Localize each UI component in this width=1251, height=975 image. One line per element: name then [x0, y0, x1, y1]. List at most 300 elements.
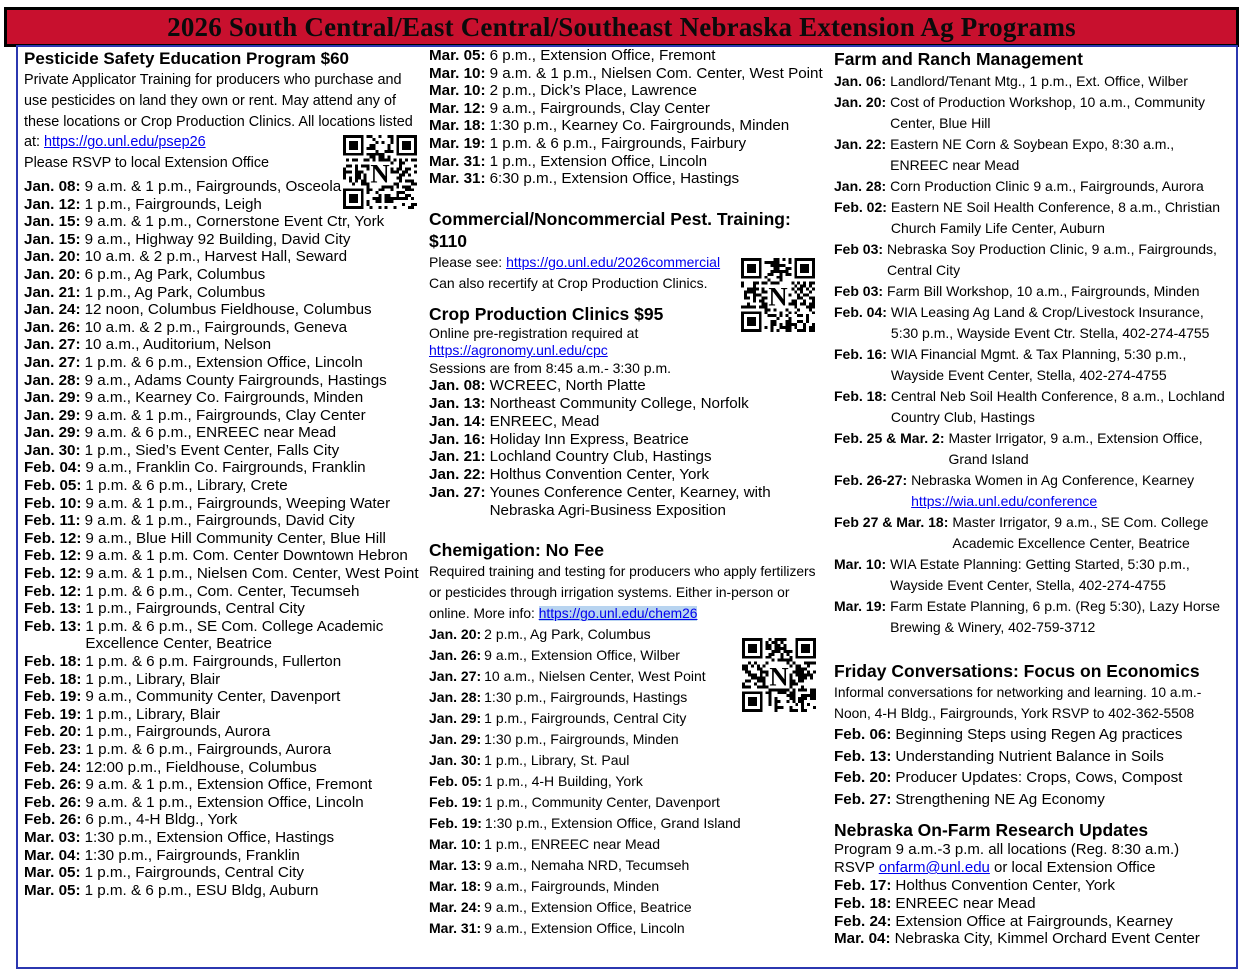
- list-item: [834, 176, 1232, 197]
- list-item: [24, 600, 419, 618]
- list-item: [24, 547, 419, 565]
- list-item: [429, 395, 824, 413]
- event-detail: Central Neb Soil Health Conference, 8 a.m., Lochland Country Club, Hastings: [890, 388, 1225, 425]
- chemigation-heading: Chemigation: No Fee: [429, 539, 605, 560]
- farm-heading: Farm and Ranch Management: [834, 49, 1083, 69]
- event-date: Feb. 12:: [24, 565, 82, 583]
- title-banner: [4, 7, 1239, 47]
- event-date: Feb. 04:: [24, 459, 82, 477]
- list-item: [429, 834, 824, 855]
- event-date: Jan. 26:: [24, 318, 81, 336]
- list-item: [834, 596, 1232, 638]
- farm-section: [834, 47, 1232, 638]
- event-date: Feb. 18:: [24, 670, 82, 688]
- onfarm-section: [834, 819, 1232, 948]
- event-detail: Farm Bill Workshop, 10 a.m., Fairgrounds, Minden: [887, 283, 1200, 299]
- event-detail: 1 p.m., Library, Blair: [85, 670, 221, 688]
- onfarm-rsvp: RSVP: [834, 859, 875, 876]
- list-item: [429, 897, 824, 918]
- event-detail: 1 p.m., Ag Park, Columbus: [84, 283, 266, 301]
- svg-text:N: N: [370, 158, 390, 189]
- event-detail: Corn Production Clinic 9 a.m., Fairgrounds, Aurora: [890, 178, 1204, 194]
- list-item: [24, 583, 419, 601]
- list-item: [24, 512, 419, 530]
- chemigation-desc: [429, 561, 824, 624]
- event-detail: 10 a.m. & 2 p.m., Fairgrounds, Geneva: [84, 318, 348, 336]
- pesticide-heading: Pesticide Safety Education Program $60: [24, 49, 350, 68]
- column-2: [429, 47, 824, 939]
- list-item: [834, 724, 1232, 746]
- event-date: Mar. 03:: [24, 828, 81, 846]
- list-item: [429, 413, 824, 431]
- pesticide-list-continued: [429, 47, 824, 188]
- list-item: [24, 336, 419, 354]
- event-detail: Farm Estate Planning, 6 p.m. (Reg 5:30), Lazy Horse Brewing & Winery, 402-759-3712: [890, 598, 1221, 635]
- onfarm-program: Program 9 a.m.-3 p.m. all locations (Reg. 8:30 a.m.): [834, 841, 1180, 858]
- event-date: Jan. 22:: [834, 136, 887, 152]
- list-item: [834, 281, 1232, 302]
- event-detail: 1 p.m. & 6 p.m., Library, Crete: [85, 477, 288, 495]
- event-date: Mar. 05:: [24, 864, 81, 882]
- list-item: [24, 688, 419, 706]
- list-item: [24, 354, 419, 372]
- event-detail: 9 a.m., Extension Office, Beatrice: [484, 898, 692, 915]
- list-item: [24, 653, 419, 671]
- pesticide-list: [24, 178, 419, 899]
- event-date: Jan. 14:: [429, 412, 486, 430]
- list-item: [24, 759, 419, 777]
- event-detail: 9 a.m., Extension Office, Wilber: [484, 646, 680, 663]
- event-detail: 1:30 p.m., Extension Office, Grand Island: [484, 814, 741, 831]
- list-item: [834, 239, 1232, 281]
- event-detail: Holiday Inn Express, Beatrice: [489, 430, 689, 448]
- event-detail: 9 a.m., Fairgrounds, Clay Center: [489, 99, 710, 117]
- event-date: Mar. 13:: [429, 856, 482, 873]
- list-item: [834, 134, 1232, 176]
- event-detail: Eastern NE Soil Health Conference, 8 a.m., Christian Church Family Life Center, Auburn: [890, 199, 1221, 236]
- event-detail: 1 p.m. & 6 p.m., ESU Bldg, Auburn: [84, 881, 319, 899]
- list-item: [24, 248, 419, 266]
- svg-text:N: N: [769, 660, 789, 691]
- list-item: [834, 92, 1232, 134]
- event-detail: 1 p.m., 4-H Building, York: [484, 772, 643, 789]
- event-detail: Nebraska City, Kimmel Orchard Event Center: [894, 930, 1200, 948]
- onfarm-heading: Nebraska On-Farm Research Updates: [834, 820, 1149, 840]
- event-detail: 9 a.m. & 1 p.m., Extension Office, Fremont: [85, 776, 373, 794]
- event-detail: 9 a.m. & 1 p.m., Fairgrounds, Clay Center: [84, 406, 366, 424]
- event-detail: 1 p.m., Fairgrounds, Central City: [484, 709, 687, 726]
- event-detail: WIA Financial Mgmt. & Tax Planning, 5:30 p.m., Wayside Event Center, Stella, 402-274-4755: [890, 346, 1187, 383]
- list-item: [24, 266, 419, 284]
- event-detail: 1 p.m. & 6 p.m., Fairgrounds, Aurora: [85, 740, 332, 758]
- event-detail: 1 p.m., Fairgrounds, Leigh: [84, 195, 262, 213]
- psep-link[interactable]: https://go.unl.edu/psep26: [44, 134, 206, 151]
- list-item: [429, 431, 824, 449]
- list-item: [429, 729, 824, 750]
- event-detail: Nebraska Soy Production Clinic, 9 a.m., Fairgrounds, Central City: [887, 241, 1217, 278]
- event-detail: 9 a.m., Blue Hill Community Center, Blue Hill: [85, 529, 386, 547]
- list-item: [429, 855, 824, 876]
- event-detail: 1:30 p.m., Fairgrounds, Minden: [484, 730, 679, 747]
- event-date: Mar. 05:: [429, 47, 486, 64]
- qr-code-icon[interactable]: [741, 638, 817, 712]
- list-item: [429, 484, 824, 520]
- onfarm-desc: [834, 841, 1232, 877]
- list-item: [24, 741, 419, 759]
- list-item: [24, 407, 419, 425]
- wia-conference-link[interactable]: https://wia.unl.edu/conference: [911, 493, 1098, 509]
- event-date: Jan. 27:: [24, 336, 81, 354]
- event-detail: WCREEC, North Platte: [489, 377, 646, 395]
- event-date: Jan. 28:: [429, 688, 482, 705]
- event-detail: 9 a.m. & 1 p.m., Extension Office, Lincoln: [85, 793, 364, 811]
- event-date: Feb. 19:: [429, 793, 482, 810]
- list-item: [834, 71, 1232, 92]
- event-date: Jan. 27:: [24, 353, 81, 371]
- column-1: [24, 47, 419, 899]
- event-detail: 12:00 p.m., Fieldhouse, Columbus: [85, 758, 317, 776]
- event-detail: 6:30 p.m., Extension Office, Hastings: [489, 170, 740, 188]
- event-detail: 1 p.m., Fairgrounds, Central City: [84, 864, 305, 882]
- event-date: Feb. 26:: [24, 811, 82, 829]
- event-date: Feb 27 & Mar. 18:: [834, 514, 949, 530]
- event-date: Feb. 12:: [24, 529, 82, 547]
- event-date: Jan. 30:: [429, 751, 482, 768]
- event-date: Feb. 13:: [24, 600, 82, 618]
- event-detail: 1:30 p.m., Extension Office, Hastings: [84, 828, 335, 846]
- event-date: Feb. 27:: [834, 790, 892, 808]
- event-detail: 6 p.m., Ag Park, Columbus: [84, 265, 266, 283]
- event-date: Feb. 26-27:: [834, 472, 908, 488]
- event-date: Feb. 06:: [834, 726, 892, 743]
- event-detail: 1 p.m., Library, Blair: [85, 705, 221, 723]
- event-date: Jan. 24:: [24, 301, 81, 319]
- list-item: [429, 448, 824, 466]
- event-date: Jan. 29:: [429, 709, 482, 726]
- list-item: [429, 135, 824, 153]
- event-detail: 9 a.m., Kearney Co. Fairgrounds, Minden: [84, 389, 364, 407]
- event-date: Mar. 31:: [429, 152, 486, 170]
- event-date: Feb. 13:: [24, 617, 82, 635]
- event-detail: 9 a.m., Community Center, Davenport: [85, 688, 341, 706]
- event-date: Feb. 05:: [429, 772, 482, 789]
- list-item: [429, 918, 824, 939]
- list-item: [24, 565, 419, 583]
- onfarm-rsvp-tail: or local Extension Office: [994, 859, 1156, 876]
- event-detail: 10 a.m. & 2 p.m., Harvest Hall, Seward: [84, 248, 348, 266]
- event-detail: 1 p.m., Sied’s Event Center, Falls City: [84, 441, 340, 459]
- list-item: [24, 459, 419, 477]
- list-item: [24, 301, 419, 319]
- event-date: Mar. 31:: [429, 170, 486, 188]
- event-detail: 9 a.m., Adams County Fairgrounds, Hastings: [84, 371, 387, 389]
- event-date: Mar. 19:: [429, 134, 486, 152]
- event-date: Jan. 22:: [429, 466, 486, 484]
- event-detail: Northeast Community College, Norfolk: [489, 395, 749, 413]
- event-date: Mar. 19:: [834, 598, 887, 614]
- event-detail: 1 p.m., Fairgrounds, Aurora: [85, 723, 271, 741]
- event-detail: 1 p.m. & 6 p.m. Fairgrounds, Fullerton: [85, 653, 342, 671]
- pesticide-desc-text: Private Applicator Training for producers who purchase and use pesticides on land they own or rent. May attend any of these locations or Crop Production Clinics. All locations listed at:: [24, 72, 413, 151]
- event-date: Jan. 29:: [24, 406, 81, 424]
- list-item: [429, 100, 824, 118]
- event-date: Jan. 15:: [24, 230, 81, 248]
- event-detail: 9 a.m., Fairgrounds, Minden: [484, 877, 660, 894]
- event-date: Feb. 20:: [834, 769, 892, 786]
- list-item: [429, 792, 824, 813]
- event-detail: Holthus Convention Center, York: [489, 466, 710, 484]
- event-detail: 1:30 p.m., Fairgrounds, Franklin: [84, 846, 300, 864]
- list-item: [834, 554, 1232, 596]
- list-item: [24, 864, 419, 882]
- event-date: Jan. 20:: [24, 248, 81, 266]
- event-detail: 9 a.m. & 1 p.m., Fairgrounds, Weeping Water: [85, 494, 391, 512]
- list-item: [834, 470, 1232, 512]
- list-item: [834, 746, 1232, 768]
- crop-link[interactable]: https://agronomy.unl.edu/cpc: [429, 342, 608, 359]
- event-detail: 1:30 p.m., Fairgrounds, Hastings: [484, 688, 688, 705]
- event-detail: ENREEC near Mead: [895, 894, 1036, 912]
- commercial-heading: Commercial/Noncommercial Pest. Training: $110: [429, 208, 791, 251]
- friday-desc: Informal conversations for networking and learning. 10 a.m.- Noon, 4-H Bldg., Fairgrounds, York RSVP to 402-362-5508: [834, 685, 1202, 721]
- event-date: Mar. 24:: [429, 898, 482, 915]
- event-date: Feb. 05:: [24, 477, 82, 495]
- event-detail: WIA Estate Planning: Getting Started, 5:30 p.m., Wayside Event Center, Stella, 402-274-4755: [890, 556, 1190, 593]
- list-item: [24, 372, 419, 390]
- friday-section: [834, 660, 1232, 810]
- event-detail: 2 p.m., Ag Park, Columbus: [484, 625, 651, 642]
- list-item: [429, 170, 824, 188]
- event-date: Mar. 31:: [429, 919, 482, 936]
- list-item: [834, 344, 1232, 386]
- event-detail: Producer Updates: Crops, Cows, Compost: [895, 769, 1183, 786]
- list-item: [834, 767, 1232, 789]
- list-item: [834, 512, 1232, 554]
- pesticide-section: [24, 47, 419, 899]
- event-detail: Strengthening NE Ag Economy: [895, 790, 1105, 808]
- event-detail: 9 a.m. & 6 p.m., ENREEC near Mead: [84, 424, 337, 442]
- event-detail: Landlord/Tenant Mtg., 1 p.m., Ext. Office, Wilber: [890, 73, 1188, 89]
- event-date: Feb. 02:: [834, 199, 887, 215]
- event-date: Feb 03:: [834, 283, 884, 299]
- event-detail: 1 p.m. & 6 p.m., Extension Office, Lincoln: [84, 353, 363, 371]
- list-item: [24, 882, 419, 900]
- event-detail: 9 a.m., Extension Office, Lincoln: [484, 919, 685, 936]
- event-date: Jan. 28:: [24, 371, 81, 389]
- event-date: Feb. 12:: [24, 547, 82, 565]
- event-detail: Beginning Steps using Regen Ag practices: [895, 726, 1183, 743]
- event-date: Jan. 08:: [429, 377, 486, 395]
- event-date: Jan. 20:: [834, 94, 887, 110]
- event-date: Jan. 16:: [429, 430, 486, 448]
- list-item: [429, 876, 824, 897]
- list-item: [429, 82, 824, 100]
- list-item: [429, 813, 824, 834]
- event-date: Jan. 29:: [24, 424, 81, 442]
- event-detail: Nebraska Women in Ag Conference, Kearney https://wia.unl.edu/conference: [911, 472, 1195, 509]
- list-item: [24, 618, 419, 653]
- event-detail: 9 a.m. & 1 p.m., Nielsen Com. Center, West Point: [489, 64, 823, 82]
- crop-section: [429, 304, 824, 520]
- list-item: [834, 428, 1232, 470]
- event-date: Feb. 10:: [24, 494, 82, 512]
- event-date: Feb. 19:: [429, 814, 482, 831]
- chemigation-section: [429, 540, 824, 939]
- list-item: [24, 723, 419, 741]
- list-item: [429, 466, 824, 484]
- list-item: [834, 930, 1232, 948]
- crop-desc: [429, 325, 824, 378]
- event-date: Feb. 23:: [24, 740, 82, 758]
- event-date: Feb. 19:: [24, 688, 82, 706]
- onfarm-list: [834, 877, 1232, 948]
- event-date: Mar. 10:: [834, 556, 887, 572]
- event-date: Mar. 12:: [429, 99, 486, 117]
- onfarm-email-link[interactable]: onfarm@unl.edu: [878, 859, 990, 876]
- friday-heading: Friday Conversations: Focus on Economics: [834, 661, 1200, 681]
- event-date: Feb 03:: [834, 241, 884, 257]
- event-detail: 12 noon, Columbus Fieldhouse, Columbus: [84, 301, 372, 319]
- list-item: [429, 65, 824, 83]
- column-3: [834, 47, 1232, 948]
- friday-list: [834, 724, 1232, 810]
- event-date: Jan. 26:: [429, 646, 482, 663]
- event-date: Mar. 10:: [429, 64, 486, 82]
- event-date: Feb. 18:: [834, 388, 887, 404]
- event-date: Jan. 13:: [429, 395, 486, 413]
- event-detail: 10 a.m., Nielsen Center, West Point: [484, 667, 706, 684]
- event-date: Jan. 21:: [24, 283, 81, 301]
- list-item: [24, 424, 419, 442]
- event-date: Feb. 24:: [24, 758, 82, 776]
- event-detail: 1:30 p.m., Kearney Co. Fairgrounds, Minden: [489, 117, 790, 135]
- event-date: Feb. 26:: [24, 776, 82, 794]
- event-detail: 1 p.m. & 6 p.m., Fairgrounds, Fairbury: [489, 134, 747, 152]
- farm-list: [834, 71, 1232, 638]
- event-date: Mar. 18:: [429, 117, 486, 135]
- list-item: [24, 319, 419, 337]
- list-item: [24, 442, 419, 460]
- event-detail: Younes Conference Center, Kearney, with Nebraska Agri-Business Exposition: [489, 484, 771, 519]
- svg-text:N: N: [768, 281, 788, 312]
- event-detail: 1 p.m., Fairgrounds, Central City: [85, 600, 305, 618]
- event-date: Feb. 17:: [834, 877, 892, 894]
- event-detail: Holthus Convention Center, York: [895, 877, 1115, 894]
- crop-sessions: Sessions are from 8:45 a.m.- 3:30 p.m.: [429, 359, 671, 376]
- event-date: Mar. 18:: [429, 877, 482, 894]
- list-item: [24, 231, 419, 249]
- list-item: [24, 811, 419, 829]
- list-item: [429, 47, 824, 65]
- event-date: Jan. 27:: [429, 484, 486, 502]
- event-detail: Lochland Country Club, Hastings: [489, 448, 712, 466]
- list-item: [834, 895, 1232, 913]
- event-detail: Extension Office at Fairgrounds, Kearney: [895, 912, 1173, 930]
- list-item: [834, 789, 1232, 811]
- event-detail: 1 p.m., ENREEC near Mead: [484, 835, 660, 852]
- commercial-text: Can also recertify at Crop Production Clinics.: [429, 274, 708, 291]
- event-date: Jan. 27:: [429, 667, 482, 684]
- list-item: [24, 671, 419, 689]
- list-item: [429, 771, 824, 792]
- event-detail: 6 p.m., 4-H Bldg., York: [85, 811, 238, 829]
- event-date: Jan. 29:: [429, 730, 482, 747]
- list-item: [834, 913, 1232, 931]
- list-item: [24, 495, 419, 513]
- event-date: Feb. 04:: [834, 304, 887, 320]
- event-detail: 9 a.m., Franklin Co. Fairgrounds, Franklin: [85, 459, 366, 477]
- commercial-link[interactable]: https://go.unl.edu/2026commercial: [506, 253, 721, 270]
- list-item: [24, 530, 419, 548]
- event-date: Mar. 04:: [834, 930, 891, 948]
- event-detail: Master Irrigator, 9 a.m., Extension Office, Grand Island: [948, 430, 1203, 467]
- qr-code-icon[interactable]: [342, 135, 418, 209]
- event-date: Feb. 19:: [24, 705, 82, 723]
- event-detail: 9 a.m. & 1 p.m., Cornerstone Event Ctr, York: [84, 213, 385, 231]
- chemigation-desc-text: Required training and testing for producers who apply fertilizers or pesticides through irrigation systems. Either in-person or online. More info:: [429, 563, 816, 621]
- list-item: [24, 776, 419, 794]
- event-date: Jan. 08:: [24, 177, 81, 195]
- event-date: Feb. 18:: [24, 653, 82, 671]
- event-detail: 9 a.m., Nemaha NRD, Tecumseh: [484, 856, 690, 873]
- crop-desc-text: Online pre-registration required at: [429, 324, 639, 341]
- event-date: Mar. 10:: [429, 82, 486, 100]
- event-detail: 1 p.m., Community Center, Davenport: [484, 793, 720, 810]
- event-detail: 1 p.m. & 6 p.m., SE Com. College Academic Excellence Center, Beatrice: [85, 617, 384, 653]
- list-item: [24, 706, 419, 724]
- event-detail: Eastern NE Corn & Soybean Expo, 8:30 a.m., ENREEC near Mead: [890, 136, 1175, 173]
- crop-list: [429, 377, 824, 519]
- pesticide-rsvp: Please RSVP to local Extension Office: [24, 155, 270, 172]
- event-date: Jan. 12:: [24, 195, 81, 213]
- event-date: Feb. 25 & Mar. 2:: [834, 430, 945, 446]
- list-item: [429, 117, 824, 135]
- commercial-section: [429, 208, 824, 312]
- event-detail: 2 p.m., Dick’s Place, Lawrence: [489, 82, 697, 100]
- event-detail: 9 a.m. & 1 p.m., Fairgrounds, David City: [84, 512, 355, 530]
- event-date: Feb. 24:: [834, 912, 892, 930]
- list-item: [834, 302, 1232, 344]
- event-date: Feb. 13:: [834, 747, 892, 765]
- chemigation-link[interactable]: https://go.unl.edu/chem26: [538, 605, 698, 621]
- event-detail: 9 a.m. & 1 p.m., Fairgrounds, Osceola: [84, 177, 342, 195]
- list-item: [429, 153, 824, 171]
- page-title: 2026 South Central/East Central/Southeast Nebraska Extension Ag Programs: [167, 12, 1076, 42]
- list-item: [834, 877, 1232, 895]
- event-detail: Master Irrigator, 9 a.m., SE Com. College Academic Excellence Center, Beatrice: [952, 514, 1209, 551]
- event-date: Feb. 12:: [24, 582, 82, 600]
- event-date: Jan. 20:: [429, 625, 482, 642]
- event-date: Jan. 30:: [24, 441, 81, 459]
- list-item: [24, 284, 419, 302]
- event-detail: Cost of Production Workshop, 10 a.m., Community Center, Blue Hill: [890, 94, 1206, 131]
- list-item: [834, 197, 1232, 239]
- list-item: [24, 829, 419, 847]
- list-item: [24, 794, 419, 812]
- list-item: [429, 750, 824, 771]
- commercial-see: Please see:: [429, 253, 503, 270]
- event-date: Feb. 26:: [24, 793, 82, 811]
- event-date: Jan. 20:: [24, 265, 81, 283]
- event-date: Feb. 16:: [834, 346, 887, 362]
- event-detail: Understanding Nutrient Balance in Soils: [895, 747, 1164, 765]
- event-detail: 9 a.m. & 1 p.m., Nielsen Com. Center, West Point: [85, 565, 419, 583]
- event-date: Jan. 28:: [834, 178, 887, 194]
- list-item: [24, 213, 419, 231]
- event-detail: 1 p.m. & 6 p.m., Com. Center, Tecumseh: [85, 582, 360, 600]
- list-item: [24, 847, 419, 865]
- event-date: Mar. 04:: [24, 846, 81, 864]
